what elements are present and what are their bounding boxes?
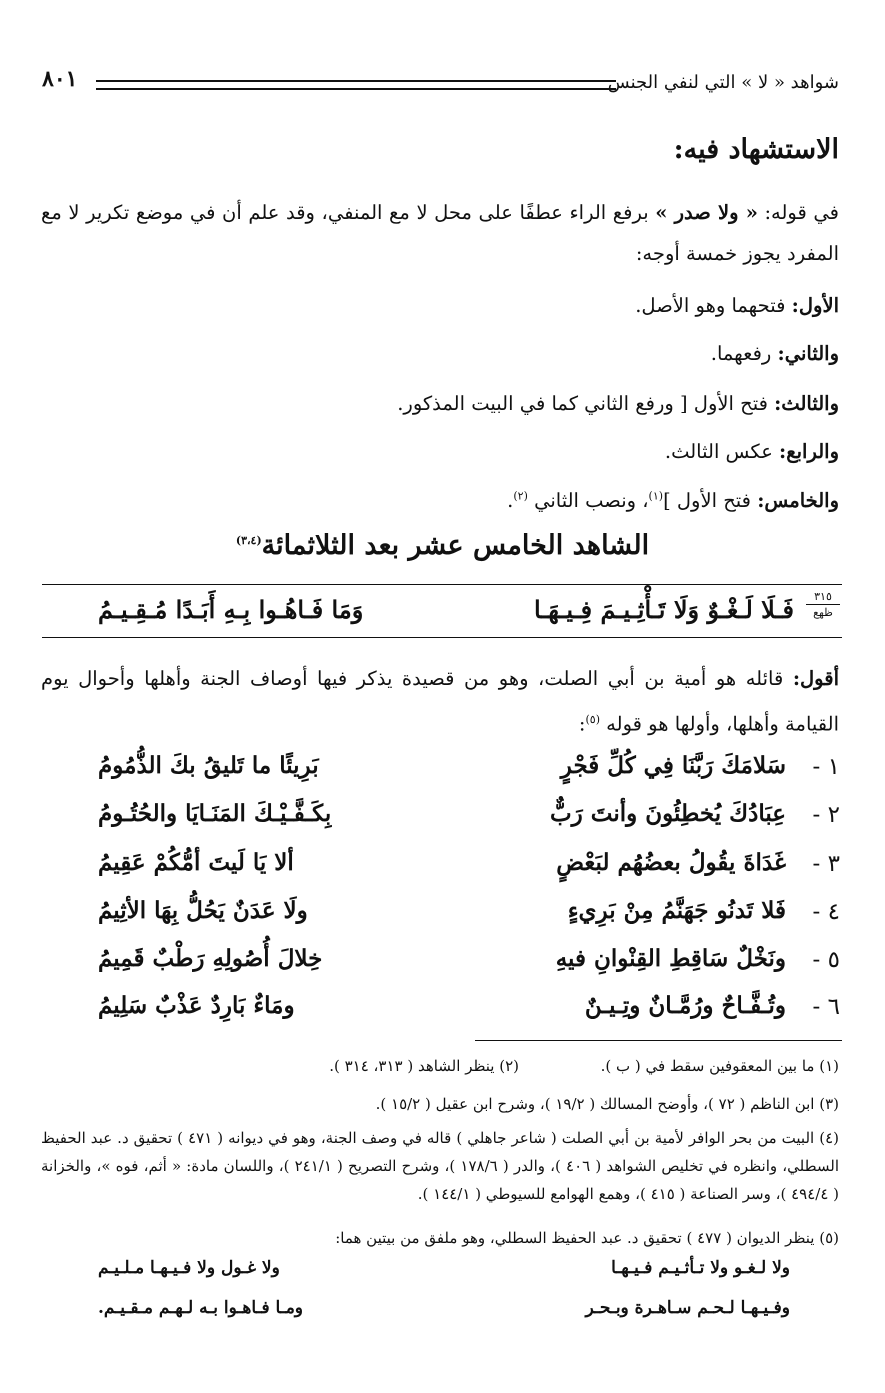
footnote-ref: (٢) — [513, 489, 528, 503]
case-label: والخامس: — [757, 489, 839, 512]
poem-line-number: ٤ - — [812, 899, 840, 925]
poem-line — [42, 945, 842, 985]
page-number: ٨٠١ — [42, 66, 78, 92]
case-5 — [507, 489, 839, 512]
witness-number — [806, 589, 840, 620]
case-4 — [665, 440, 839, 463]
footnote-verse-hemistich-1: وفـيـهـا لـحـم سـاهـرة وبـحـر — [585, 1298, 790, 1318]
poem-line-number: ٦ - — [812, 994, 840, 1020]
witness-title-text: الشاهد الخامس عشر بعد الثلاثمائة — [261, 530, 650, 561]
poem-hemistich-2: بَرِيئًا ما تَليقُ بكَ الذُّمُومُ — [98, 752, 319, 779]
intro-paragraph — [41, 192, 839, 274]
poem-hemistich-2: ومَاءٌ بَارِدٌ عَذْبٌ سَلِيمُ — [98, 992, 295, 1019]
section-title: الاستشهاد فيه: — [673, 134, 839, 165]
poem-line-number: ٢ - — [812, 802, 840, 828]
footnote-separator — [475, 1040, 842, 1041]
intro-quote: « ولا صدر » — [655, 201, 758, 224]
case-text: ، ونصب الثاني — [527, 489, 649, 512]
case-2 — [711, 342, 839, 365]
commentary-text: قائله هو أمية بن أبي الصلت، وهو من قصيدة يذكر فيها أوصاف الجنة وأهلها وأحوال يوم القيامة وأهلها، وأولها هو قوله — [41, 667, 839, 736]
witness-hemistich-1: فَـلَا لَـغْـوٌ وَلَا تَـأْثِـيـمَ فِـيـهَـا — [533, 595, 794, 624]
case-label: الأول: — [791, 294, 839, 317]
poem-line — [42, 752, 842, 792]
poem-hemistich-1: سَلامَكَ رَبَّنَا فِي كُلِّ فَجْرٍ — [560, 752, 786, 779]
poem-line — [42, 800, 842, 840]
case-label: والرابع: — [779, 440, 839, 463]
poem-hemistich-1: وتُـفَّـاحٌ ورُمَّـانٌ وتِـيـنٌ — [584, 992, 786, 1019]
poem-hemistich-2: ألا يَا لَيتَ أمُّكُمْ عَقِيمُ — [98, 849, 294, 876]
poem-hemistich-2: بِكَـفَّـيْـكَ المَنَـايَا والحُتُـومُ — [98, 800, 332, 827]
case-text: فتح الأول [ ورفع الثاني كما في البيت المذكور. — [397, 392, 775, 415]
poem-hemistich-2: ولَا عَدَنٌ يَحُلُّ بِهَا الأثِيمُ — [98, 897, 308, 924]
case-text: فتح الأول ] — [663, 489, 758, 512]
poem-hemistich-1: ونَخْلٌ سَاقِطِ القِنْوانِ فيهِ — [555, 945, 786, 972]
footnote-ref: (٣،٤) — [235, 534, 262, 547]
witness-verse-box — [42, 584, 842, 638]
case-3 — [397, 392, 839, 415]
poem-hemistich-1: عِبَادُكَ يُخطِئُونَ وأنتَ رَبٌّ — [550, 800, 786, 827]
poem-line — [42, 849, 842, 889]
footnote-verse — [42, 1298, 842, 1328]
footnote-row-1-2 — [41, 1052, 839, 1080]
commentary-label: أقول: — [792, 667, 839, 690]
poem-line-number: ٣ - — [812, 851, 840, 877]
poem-line-number: ١ - — [812, 754, 840, 780]
footnote-5: (٥) ينظر الديوان ( ٤٧٧ ) تحقيق د. عبد الحفيظ السطلي، وهو ملفق من بيتين هما: — [335, 1229, 839, 1247]
case-text: رفعهما. — [710, 342, 778, 365]
footnote-1: (١) ما بين المعقوفين سقط في ( ب ). — [600, 1057, 839, 1075]
intro-label: في قوله: — [757, 201, 839, 224]
header-double-rule — [96, 80, 616, 90]
commentary-end: : — [578, 712, 586, 736]
poem-hemistich-1: فَلا تَدنُو جَهَنَّمُ مِنْ بَرِيءٍ — [567, 897, 786, 924]
footnote-verse-hemistich-2: ولا غـول ولا فـيـهـا مـلـيـم — [98, 1258, 280, 1278]
case-1 — [635, 294, 839, 317]
footnote-verse-hemistich-1: ولا لـغـو ولا تـأثـيـم فـيـهـا — [611, 1258, 790, 1278]
poem-hemistich-1: غَدَاةَ يقُولُ بعضُهُم لبَعْضٍ — [556, 849, 786, 876]
footnote-2: (٢) ينظر الشاهد ( ٣١٣، ٣١٤ ). — [329, 1057, 520, 1075]
witness-number-source: ظهع — [813, 606, 833, 619]
footnote-ref: (٥) — [585, 713, 600, 726]
poem-line — [42, 992, 842, 1032]
footnote-4: (٤) البيت من بحر الوافر لأمية بن أبي الصلت ( شاعر جاهلي ) قاله في وصف الجنة، وهو في ديوانه ( ٤٧١ ) تحقيق د. عبد الحفيظ السطلي، وانظره في تخليص الشواهد ( ٤٠٦ )، والدر ( ١٧٨/٦ )، وشرح التصريح ( ٢٤١/١ )، واللسان مادة: « أثم، فوه »، والخزانة ( ٤٩٤/٤ )، وسر الصناعة ( ٤١٥ )، وهمع الهوامع للسيوطي ( ١٤٤/١ ). — [41, 1129, 840, 1203]
case-text: عكس الثالث. — [664, 440, 780, 463]
footnote-verse-hemistich-2: ومـا فـاهـوا بـه لـهـم مـقـيـم. — [98, 1298, 304, 1318]
running-header-title: شواهد « لا » التي لنفي الجنس — [607, 72, 839, 93]
witness-title — [0, 530, 885, 561]
case-label: والثالث: — [774, 392, 839, 415]
footnote-ref: (١) — [648, 489, 664, 503]
footnote-verse — [42, 1258, 842, 1288]
case-text: . — [507, 489, 514, 512]
poem-hemistich-2: خِلالَ أُصُولِهِ رَطْبٌ قَمِيمُ — [98, 945, 323, 972]
commentary-paragraph — [41, 658, 839, 745]
case-label: والثاني: — [777, 342, 839, 365]
intro-text: برفع الراء عطفًا على محل لا مع المنفي، وقد علم أن في موضع تكرير لا مع المفرد يجوز خمسة أوجه: — [41, 201, 839, 265]
witness-number-top: ٣١٥ — [806, 589, 840, 605]
poem-line — [42, 897, 842, 937]
case-text: فتحهما وهو الأصل. — [635, 294, 792, 317]
witness-hemistich-2: وَمَا فَـاهُـوا بِـهِ أَبَـدًا مُـقِـيـمُ — [98, 595, 364, 624]
footnote-3: (٣) ابن الناظم ( ٧٢ )، وأوضح المسالك ( ١٩/٢ )، وشرح ابن عقيل ( ١٥/٢ ). — [375, 1095, 839, 1113]
poem-line-number: ٥ - — [812, 947, 840, 973]
